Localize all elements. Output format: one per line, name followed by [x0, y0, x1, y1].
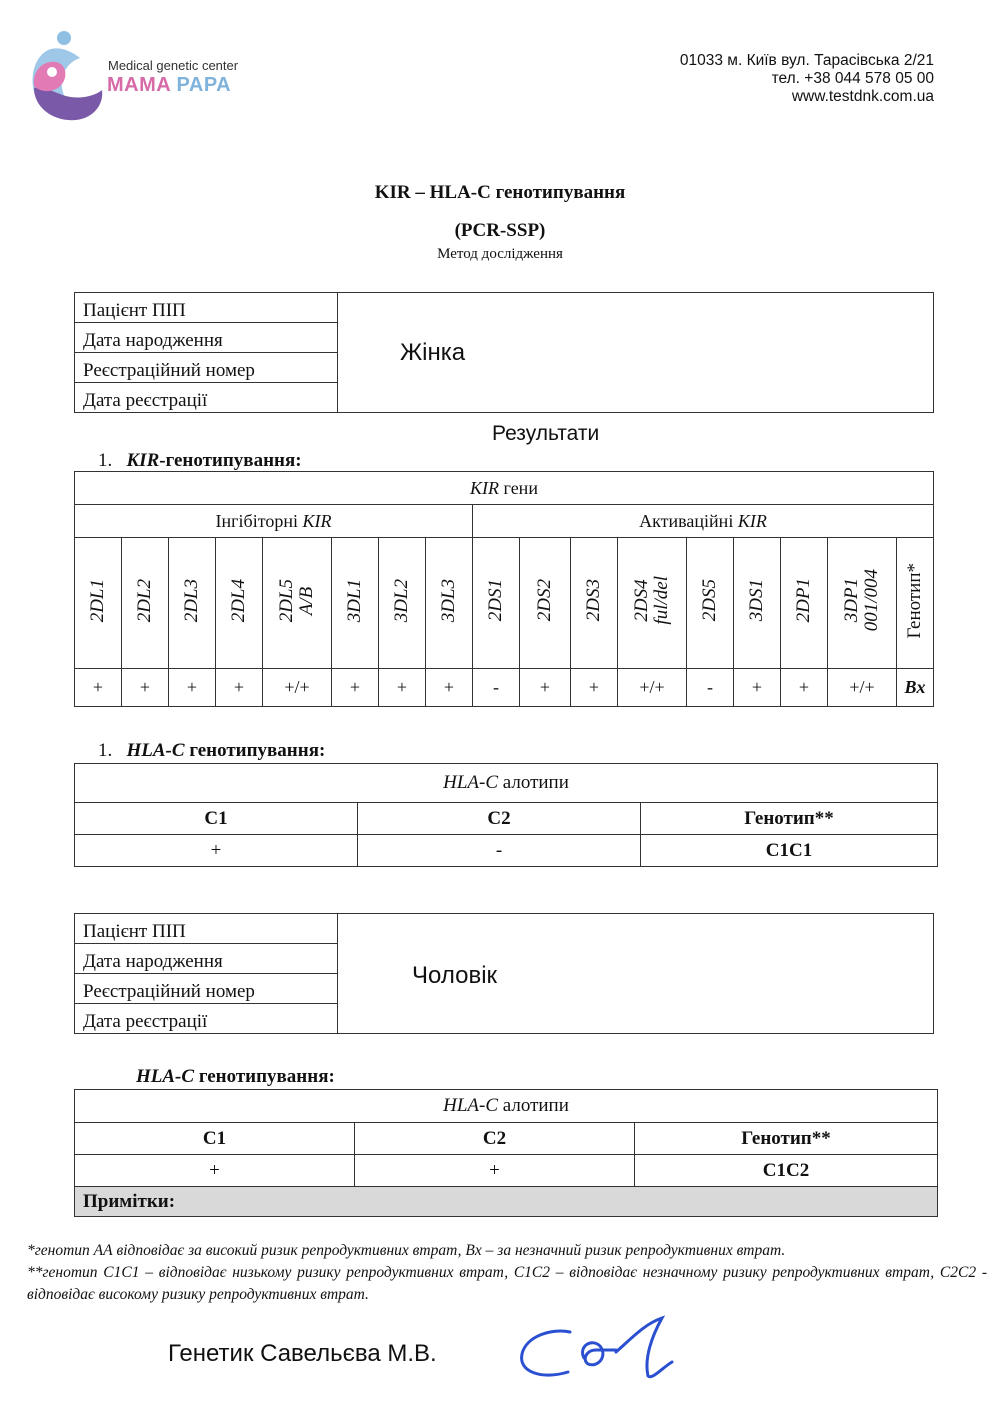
gene-value: +: [426, 669, 473, 707]
gene-header-2dl3: 2DL3: [169, 538, 216, 669]
gene-value: +: [520, 669, 571, 707]
patient-name-label: Пацієнт ПІП: [75, 293, 338, 323]
logo-name-part2: PAPA: [176, 74, 232, 96]
hla-col-genotype: Генотип**: [635, 1123, 938, 1155]
hla-section-title-2: [136, 1066, 335, 1088]
mama-papa-logo-icon: [28, 28, 108, 124]
section-title-italic: KIR: [126, 450, 160, 471]
logo-name-part1: MAMA: [107, 74, 171, 96]
logo-subtitle: Medical genetic center: [108, 58, 239, 73]
registration-number-label: Реєстраційний номер: [75, 974, 338, 1004]
gene-header-genotype: Генотип*: [897, 538, 934, 669]
section-number: 1.: [98, 740, 113, 761]
hla-genotype-value: C1C2: [635, 1155, 938, 1187]
gene-header-2dl4: 2DL4: [216, 538, 263, 669]
section-title-rest: генотипування:: [184, 740, 326, 761]
gene-value: +: [781, 669, 828, 707]
logo-name: [107, 74, 231, 97]
registration-date-label: Дата реєстрації: [75, 1004, 338, 1034]
address-line: 01033 м. Київ вул. Тарасівська 2/21: [679, 52, 934, 69]
registration-number-label: Реєстраційний номер: [75, 353, 338, 383]
birth-date-label: Дата народження: [75, 944, 338, 974]
patient-info-table-2: [74, 913, 934, 1034]
gene-value: +: [216, 669, 263, 707]
hla-col-c1: C1: [75, 803, 358, 835]
registration-date-label: Дата реєстрації: [75, 383, 338, 413]
gene-header-2ds3: 2DS3: [571, 538, 618, 669]
address-block: [680, 52, 934, 106]
hla-table-1: [74, 763, 938, 867]
gene-header-2ds4: 2DS4 ful/del: [618, 538, 687, 669]
footnote-2: **генотип С1С1 – відповідає низькому ризику репродуктивних втрат, С1С2 – відповідає незначному ризику репродуктивних втрат, С2С2 - відповідає високому ризику репродуктивних втрат.: [27, 1264, 987, 1303]
patient-info-value: [338, 293, 934, 413]
hla-value-c1: +: [75, 1155, 355, 1187]
hla-header: HLA-C алотипи: [75, 764, 938, 803]
kir-genotype-value: Bx: [897, 669, 934, 707]
section-title-rest: -генотипування:: [159, 450, 302, 471]
website-line: www.testdnk.com.ua: [791, 88, 934, 105]
gene-value: +: [734, 669, 781, 707]
gene-header-2ds5: 2DS5: [687, 538, 734, 669]
method-code: (PCR-SSP): [454, 220, 546, 241]
phone-line: тел. +38 044 578 05 00: [771, 70, 934, 87]
section-title-rest: генотипування:: [194, 1066, 335, 1087]
hla-table-2: [74, 1089, 938, 1217]
hla-value-c2: +: [355, 1155, 635, 1187]
hla-col-genotype: Генотип**: [641, 803, 938, 835]
gene-header-2dp1: 2DP1: [781, 538, 828, 669]
patient-gender: Чоловік: [412, 962, 498, 989]
hla-value-c1: +: [75, 835, 358, 867]
section-title-italic: HLA-C: [136, 1066, 195, 1087]
gene-header-2ds2: 2DS2: [520, 538, 571, 669]
document-title: KIR – HLA-C генотипування: [374, 182, 626, 203]
birth-date-label: Дата народження: [75, 323, 338, 353]
footnotes: [27, 1240, 987, 1306]
results-heading: Результати: [492, 422, 600, 445]
gene-header-3dl2: 3DL2: [379, 538, 426, 669]
gene-header-3dl1: 3DL1: [332, 538, 379, 669]
gene-value: +: [571, 669, 618, 707]
notes-label: Примітки:: [75, 1187, 938, 1217]
hla-col-c1: C1: [75, 1123, 355, 1155]
handwritten-signature-icon: [512, 1310, 682, 1390]
gene-value: +/+: [618, 669, 687, 707]
section-number: 1.: [98, 450, 113, 471]
gene-header-3dp1: 3DP1 001/004: [828, 538, 897, 669]
gene-value: +: [332, 669, 379, 707]
gene-value: -: [473, 669, 520, 707]
kir-genes-header: KIR гени: [75, 472, 934, 505]
gene-value: +/+: [263, 669, 332, 707]
hla-col-c2: C2: [355, 1123, 635, 1155]
gene-value: +: [75, 669, 122, 707]
gene-value: -: [687, 669, 734, 707]
gene-header-2dl1: 2DL1: [75, 538, 122, 669]
gene-header-2dl5: 2DL5 A/B: [263, 538, 332, 669]
kir-genes-table: [74, 471, 934, 707]
patient-info-value: [338, 914, 934, 1034]
inhibitory-kir-header: Інгібіторні KIR: [75, 505, 473, 538]
gene-value: +: [379, 669, 426, 707]
patient-gender: Жінка: [400, 339, 466, 366]
patient-info-table-1: [74, 292, 934, 413]
gene-value: +/+: [828, 669, 897, 707]
geneticist-signature-text: Генетик Савельєва М.В.: [168, 1340, 437, 1367]
gene-header-3dl3: 3DL3: [426, 538, 473, 669]
patient-name-label: Пацієнт ПІП: [75, 914, 338, 944]
activating-kir-header: Активаційні KIR: [473, 505, 934, 538]
kir-section-title: [98, 450, 302, 472]
hla-genotype-value: C1C1: [641, 835, 938, 867]
footnote-1: *генотип АА відповідає за високий ризик репродуктивних втрат, Bx – за незначний ризик репродуктивних втрат.: [27, 1242, 786, 1259]
hla-header: HLA-C алотипи: [75, 1090, 938, 1123]
hla-col-c2: C2: [358, 803, 641, 835]
gene-header-2ds1: 2DS1: [473, 538, 520, 669]
gene-header-2dl2: 2DL2: [122, 538, 169, 669]
gene-value: +: [169, 669, 216, 707]
hla-value-c2: -: [358, 835, 641, 867]
method-label: Метод дослідження: [437, 246, 563, 262]
hla-section-title-1: [98, 740, 325, 762]
gene-value: +: [122, 669, 169, 707]
section-title-italic: HLA-C: [126, 740, 185, 761]
gene-header-3ds1: 3DS1: [734, 538, 781, 669]
